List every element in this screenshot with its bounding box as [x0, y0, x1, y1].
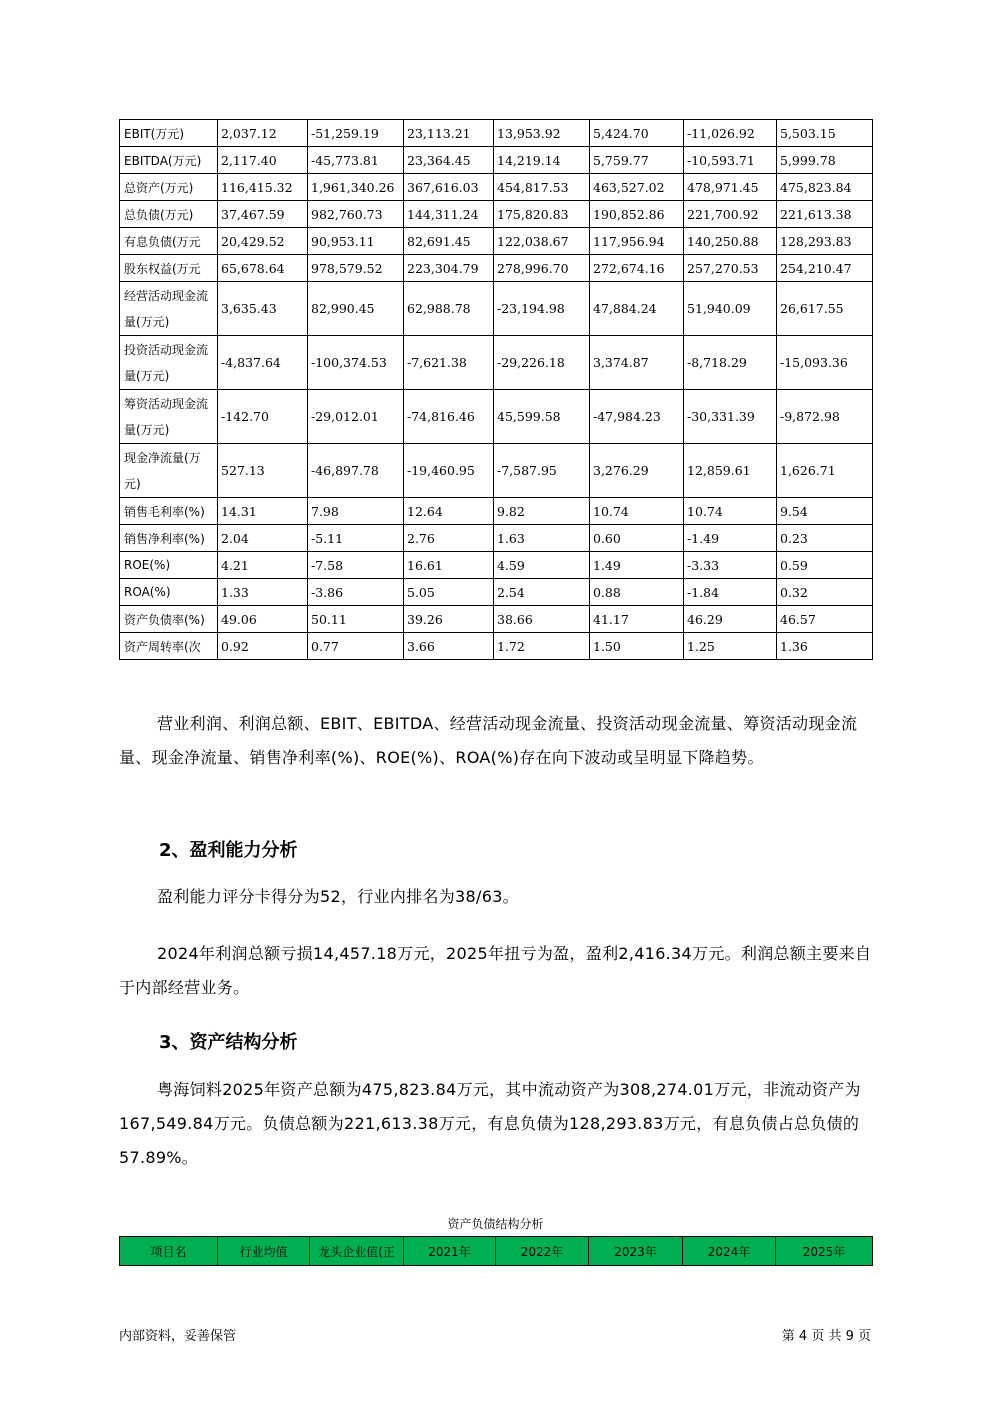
table-cell: 50.11 — [308, 606, 404, 633]
table-cell: 2.04 — [218, 525, 308, 552]
row-label: 资产周转率(次 — [120, 633, 218, 660]
table-cell: 454,817.53 — [494, 174, 590, 201]
table-cell: 46.29 — [684, 606, 777, 633]
table-cell: 0.77 — [308, 633, 404, 660]
table-cell: 9.54 — [777, 498, 873, 525]
table-cell: 5.05 — [404, 579, 494, 606]
financial-indicators-table — [119, 119, 873, 660]
table-cell: 117,956.94 — [590, 228, 684, 255]
table-cell: 1,626.71 — [777, 444, 873, 498]
table-cell: 38.66 — [494, 606, 590, 633]
table-cell: -1.49 — [684, 525, 777, 552]
table-cell: 23,364.45 — [404, 147, 494, 174]
table-cell: -46,897.78 — [308, 444, 404, 498]
header-cell: 2022年 — [496, 1237, 589, 1266]
asset-structure-paragraph: 粤海饲料2025年资产总额为475,823.84万元，其中流动资产为308,274.01万元，非流动资产为167,549.84万元。负债总额为221,613.38万元，有息负债为128,293.83万元，有息负债占总负债的57.89%。 — [119, 1080, 861, 1167]
table-cell: -5.11 — [308, 525, 404, 552]
row-label: 经营活动现金流量(万元) — [120, 282, 218, 336]
row-label: EBITDA(万元) — [120, 147, 218, 174]
table-cell: -10,593.71 — [684, 147, 777, 174]
table-cell: -23,194.98 — [494, 282, 590, 336]
table-row — [120, 390, 873, 444]
table-cell: -142.70 — [218, 390, 308, 444]
table-row — [120, 552, 873, 579]
table-cell: 46.57 — [777, 606, 873, 633]
table-cell: 140,250.88 — [684, 228, 777, 255]
table-cell: 4.59 — [494, 552, 590, 579]
row-label: 资产负债率(%) — [120, 606, 218, 633]
table-cell: 5,999.78 — [777, 147, 873, 174]
table-cell: -51,259.19 — [308, 120, 404, 147]
header-cell: 2025年 — [776, 1237, 873, 1266]
table-cell: 4.21 — [218, 552, 308, 579]
table-cell: -74,816.46 — [404, 390, 494, 444]
table-cell: 478,971.45 — [684, 174, 777, 201]
table-cell: 278,996.70 — [494, 255, 590, 282]
row-label: EBIT(万元) — [120, 120, 218, 147]
table-cell: 12,859.61 — [684, 444, 777, 498]
table-cell: 9.82 — [494, 498, 590, 525]
table-cell: 257,270.53 — [684, 255, 777, 282]
table-cell: 26,617.55 — [777, 282, 873, 336]
table-row — [120, 147, 873, 174]
table-row — [120, 336, 873, 390]
table-row — [120, 606, 873, 633]
table-cell: 367,616.03 — [404, 174, 494, 201]
table-row — [120, 120, 873, 147]
table-cell: -11,026.92 — [684, 120, 777, 147]
table-cell: 10.74 — [684, 498, 777, 525]
table-row — [120, 498, 873, 525]
table-cell: 190,852.86 — [590, 201, 684, 228]
row-label: 总资产(万元) — [120, 174, 218, 201]
row-label: 总负债(万元) — [120, 201, 218, 228]
table-cell: 82,990.45 — [308, 282, 404, 336]
table-cell: 1.72 — [494, 633, 590, 660]
table-cell: 144,311.24 — [404, 201, 494, 228]
header-cell: 2021年 — [404, 1237, 496, 1266]
header-cell: 行业均值 — [218, 1237, 310, 1266]
table-cell: -29,012.01 — [308, 390, 404, 444]
table-cell: 221,700.92 — [684, 201, 777, 228]
table-header-row — [120, 1237, 873, 1266]
table-row — [120, 201, 873, 228]
row-label: 投资活动现金流量(万元) — [120, 336, 218, 390]
table-cell: 0.59 — [777, 552, 873, 579]
table-cell: 39.26 — [404, 606, 494, 633]
table-cell: 1.25 — [684, 633, 777, 660]
table-cell: 3,276.29 — [590, 444, 684, 498]
table-cell: -4,837.64 — [218, 336, 308, 390]
table-cell: 14,219.14 — [494, 147, 590, 174]
table-cell: 0.32 — [777, 579, 873, 606]
table-cell: 223,304.79 — [404, 255, 494, 282]
table-cell: 3,635.43 — [218, 282, 308, 336]
table-cell: 10.74 — [590, 498, 684, 525]
table-row — [120, 282, 873, 336]
table-cell: 2,037.12 — [218, 120, 308, 147]
table-cell: 45,599.58 — [494, 390, 590, 444]
table-cell: 475,823.84 — [777, 174, 873, 201]
table-row — [120, 579, 873, 606]
table-cell: 175,820.83 — [494, 201, 590, 228]
table-cell: 51,940.09 — [684, 282, 777, 336]
table-cell: 1,961,340.26 — [308, 174, 404, 201]
table-row — [120, 174, 873, 201]
table-cell: 1.36 — [777, 633, 873, 660]
table-cell: 41.17 — [590, 606, 684, 633]
table-cell: 13,953.92 — [494, 120, 590, 147]
header-cell: 项目名 — [120, 1237, 218, 1266]
table-cell: -7,587.95 — [494, 444, 590, 498]
profit-paragraph: 2024年利润总额亏损14,457.18万元，2025年扭亏为盈，盈利2,416.34万元。利润总额主要来自于内部经营业务。 — [119, 944, 872, 997]
table-row — [120, 228, 873, 255]
table-cell: 527.13 — [218, 444, 308, 498]
row-label: 销售净利率(%) — [120, 525, 218, 552]
table-cell: 122,038.67 — [494, 228, 590, 255]
table-cell: 978,579.52 — [308, 255, 404, 282]
table-cell: 62,988.78 — [404, 282, 494, 336]
row-label: ROE(%) — [120, 552, 218, 579]
section-heading-profitability: 2、盈利能力分析 — [159, 840, 298, 861]
table-cell: -47,984.23 — [590, 390, 684, 444]
table-cell: 82,691.45 — [404, 228, 494, 255]
table-cell: -3.86 — [308, 579, 404, 606]
table-cell: 0.60 — [590, 525, 684, 552]
row-label: ROA(%) — [120, 579, 218, 606]
row-label: 现金净流量(万元) — [120, 444, 218, 498]
header-cell: 2024年 — [683, 1237, 776, 1266]
table-cell: 221,613.38 — [777, 201, 873, 228]
table-cell: -45,773.81 — [308, 147, 404, 174]
table-cell: 1.33 — [218, 579, 308, 606]
table-cell: 2.76 — [404, 525, 494, 552]
table-cell: -1.84 — [684, 579, 777, 606]
table-row — [120, 444, 873, 498]
row-label: 有息负债(万元 — [120, 228, 218, 255]
table-cell: -15,093.36 — [777, 336, 873, 390]
table-row — [120, 525, 873, 552]
table-cell: -30,331.39 — [684, 390, 777, 444]
table-cell: 5,503.15 — [777, 120, 873, 147]
table-cell: 1.63 — [494, 525, 590, 552]
table-cell: 12.64 — [404, 498, 494, 525]
table-cell: 90,953.11 — [308, 228, 404, 255]
section-heading-asset-structure: 3、资产结构分析 — [159, 1032, 298, 1053]
header-cell: 龙头企业值(正 — [310, 1237, 404, 1266]
table-cell: -9,872.98 — [777, 390, 873, 444]
row-label: 筹资活动现金流量(万元) — [120, 390, 218, 444]
table-cell: -7,621.38 — [404, 336, 494, 390]
table-cell: 0.88 — [590, 579, 684, 606]
table-cell: 272,674.16 — [590, 255, 684, 282]
table-cell: -8,718.29 — [684, 336, 777, 390]
table-caption: 资产负债结构分析 — [447, 1217, 544, 1231]
asset-liability-structure-table — [119, 1236, 873, 1266]
table-cell: 5,759.77 — [590, 147, 684, 174]
table-cell: 0.23 — [777, 525, 873, 552]
table-cell: 23,113.21 — [404, 120, 494, 147]
table-cell: 2.54 — [494, 579, 590, 606]
table-cell: 65,678.64 — [218, 255, 308, 282]
table-cell: -29,226.18 — [494, 336, 590, 390]
table-cell: 2,117.40 — [218, 147, 308, 174]
table-cell: 20,429.52 — [218, 228, 308, 255]
table-cell: 116,415.32 — [218, 174, 308, 201]
table-cell: 7.98 — [308, 498, 404, 525]
table-cell: 1.49 — [590, 552, 684, 579]
row-label: 销售毛利率(%) — [120, 498, 218, 525]
table-cell: 3,374.87 — [590, 336, 684, 390]
footer-confidential-note: 内部资料，妥善保管 — [119, 1329, 237, 1344]
table-cell: 463,527.02 — [590, 174, 684, 201]
table-cell: 37,467.59 — [218, 201, 308, 228]
table-row — [120, 633, 873, 660]
header-cell: 2023年 — [589, 1237, 683, 1266]
profitability-score-paragraph: 盈利能力评分卡得分为52，行业内排名为38/63。 — [157, 887, 519, 906]
table-cell: 0.92 — [218, 633, 308, 660]
table-cell: -3.33 — [684, 552, 777, 579]
table-cell: 1.50 — [590, 633, 684, 660]
row-label: 股东权益(万元 — [120, 255, 218, 282]
table-cell: 14.31 — [218, 498, 308, 525]
table-cell: -7.58 — [308, 552, 404, 579]
table-row — [120, 255, 873, 282]
table-cell: 5,424.70 — [590, 120, 684, 147]
table-cell: -19,460.95 — [404, 444, 494, 498]
table-cell: 3.66 — [404, 633, 494, 660]
table-cell: 982,760.73 — [308, 201, 404, 228]
table-cell: 49.06 — [218, 606, 308, 633]
table-cell: 128,293.83 — [777, 228, 873, 255]
page-number: 第 4 页 共 9 页 — [781, 1329, 871, 1344]
table-cell: -100,374.53 — [308, 336, 404, 390]
table-cell: 47,884.24 — [590, 282, 684, 336]
table-cell: 16.61 — [404, 552, 494, 579]
table-cell: 254,210.47 — [777, 255, 873, 282]
trend-paragraph: 营业利润、利润总额、EBIT、EBITDA、经营活动现金流量、投资活动现金流量、筹资活动现金流量、现金净流量、销售净利率(%)、ROE(%)、ROA(%)存在向下波动或呈明显下降趋势。 — [119, 714, 858, 767]
